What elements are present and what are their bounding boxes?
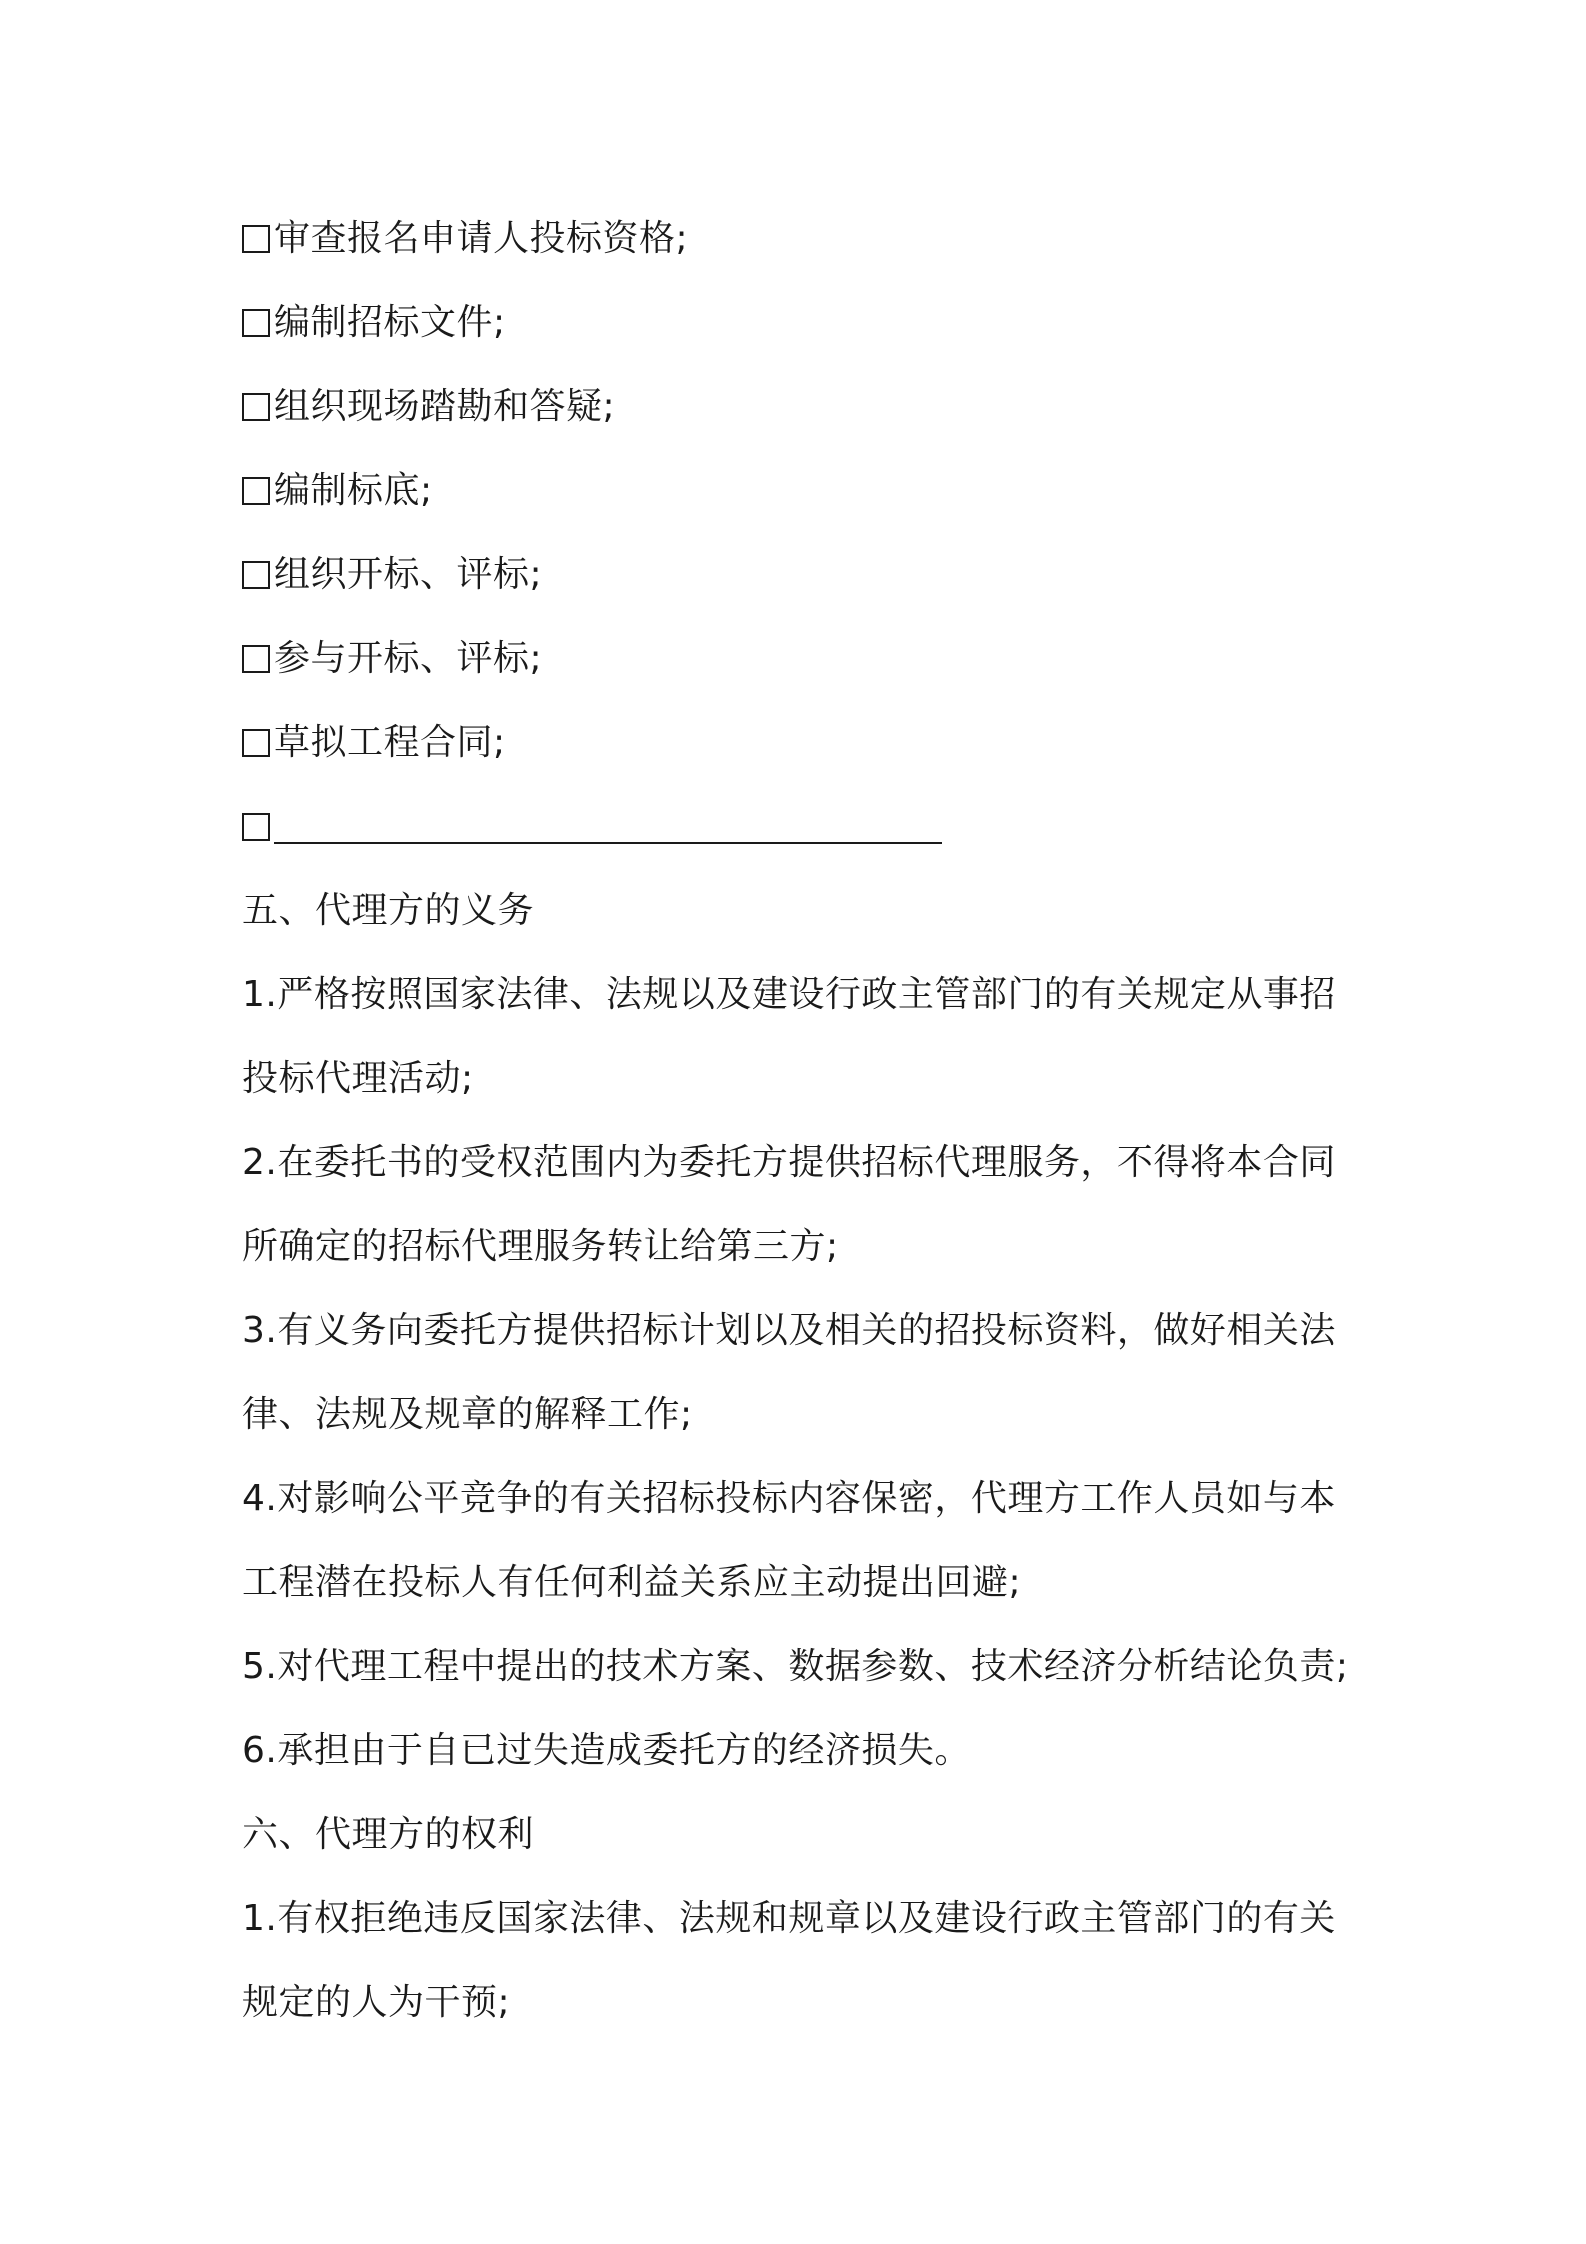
checkbox-icon[interactable]: [242, 813, 270, 841]
paragraph-line: 规定的人为干预;: [242, 1982, 511, 2023]
checklist-item-label: 编制招标文件;: [274, 302, 506, 343]
checklist-item-label: 草拟工程合同;: [274, 722, 506, 763]
paragraph-line: 1.严格按照国家法律、法规以及建设行政主管部门的有关规定从事招: [242, 974, 1336, 1015]
checkbox-icon[interactable]: [242, 561, 270, 589]
paragraph-line: 工程潜在投标人有任何利益关系应主动提出回避;: [242, 1562, 1022, 1603]
checkbox-icon[interactable]: [242, 393, 270, 421]
paragraph-line: 律、法规及规章的解释工作;: [242, 1394, 693, 1435]
checklist-item: [242, 701, 1362, 785]
paragraph-line: 3.有义务向委托方提供招标计划以及相关的招投标资料，做好相关法: [242, 1310, 1336, 1351]
paragraph-line: 所确定的招标代理服务转让给第三方;: [242, 1226, 839, 1267]
checklist-item-blank: [242, 785, 1362, 869]
checklist-item: [242, 197, 1362, 281]
paragraph-line: 6.承担由于自已过失造成委托方的经济损失。: [242, 1730, 971, 1771]
checklist-item: [242, 617, 1362, 701]
checklist-item-label: 组织现场踏勘和答疑;: [274, 386, 616, 427]
checkbox-icon[interactable]: [242, 309, 270, 337]
checklist-item-label: 审查报名申请人投标资格;: [274, 218, 689, 259]
document-body: [242, 197, 1362, 2045]
paragraph-line: 4.对影响公平竞争的有关招标投标内容保密，代理方工作人员如与本: [242, 1478, 1336, 1519]
checklist-item: [242, 449, 1362, 533]
checklist-item-label: 编制标底;: [274, 470, 433, 511]
checklist-item-label: 组织开标、评标;: [274, 554, 543, 595]
checkbox-icon[interactable]: [242, 477, 270, 505]
paragraph-line: 投标代理活动;: [242, 1058, 474, 1099]
section-heading: 五、代理方的义务: [242, 890, 535, 931]
checkbox-icon[interactable]: [242, 729, 270, 757]
checklist-item: [242, 281, 1362, 365]
paragraph-line: 2.在委托书的受权范围内为委托方提供招标代理服务，不得将本合同: [242, 1142, 1336, 1183]
section-heading: 六、代理方的权利: [242, 1814, 535, 1855]
checklist-item-label: 参与开标、评标;: [274, 638, 543, 679]
checklist-item: [242, 533, 1362, 617]
checkbox-icon[interactable]: [242, 645, 270, 673]
paragraph-line: 5.对代理工程中提出的技术方案、数据参数、技术经济分析结论负责;: [242, 1646, 1349, 1687]
checkbox-icon[interactable]: [242, 225, 270, 253]
checklist-item: [242, 365, 1362, 449]
paragraph-line: 1.有权拒绝违反国家法律、法规和规章以及建设行政主管部门的有关: [242, 1898, 1336, 1939]
fill-in-blank-line[interactable]: [274, 842, 942, 844]
